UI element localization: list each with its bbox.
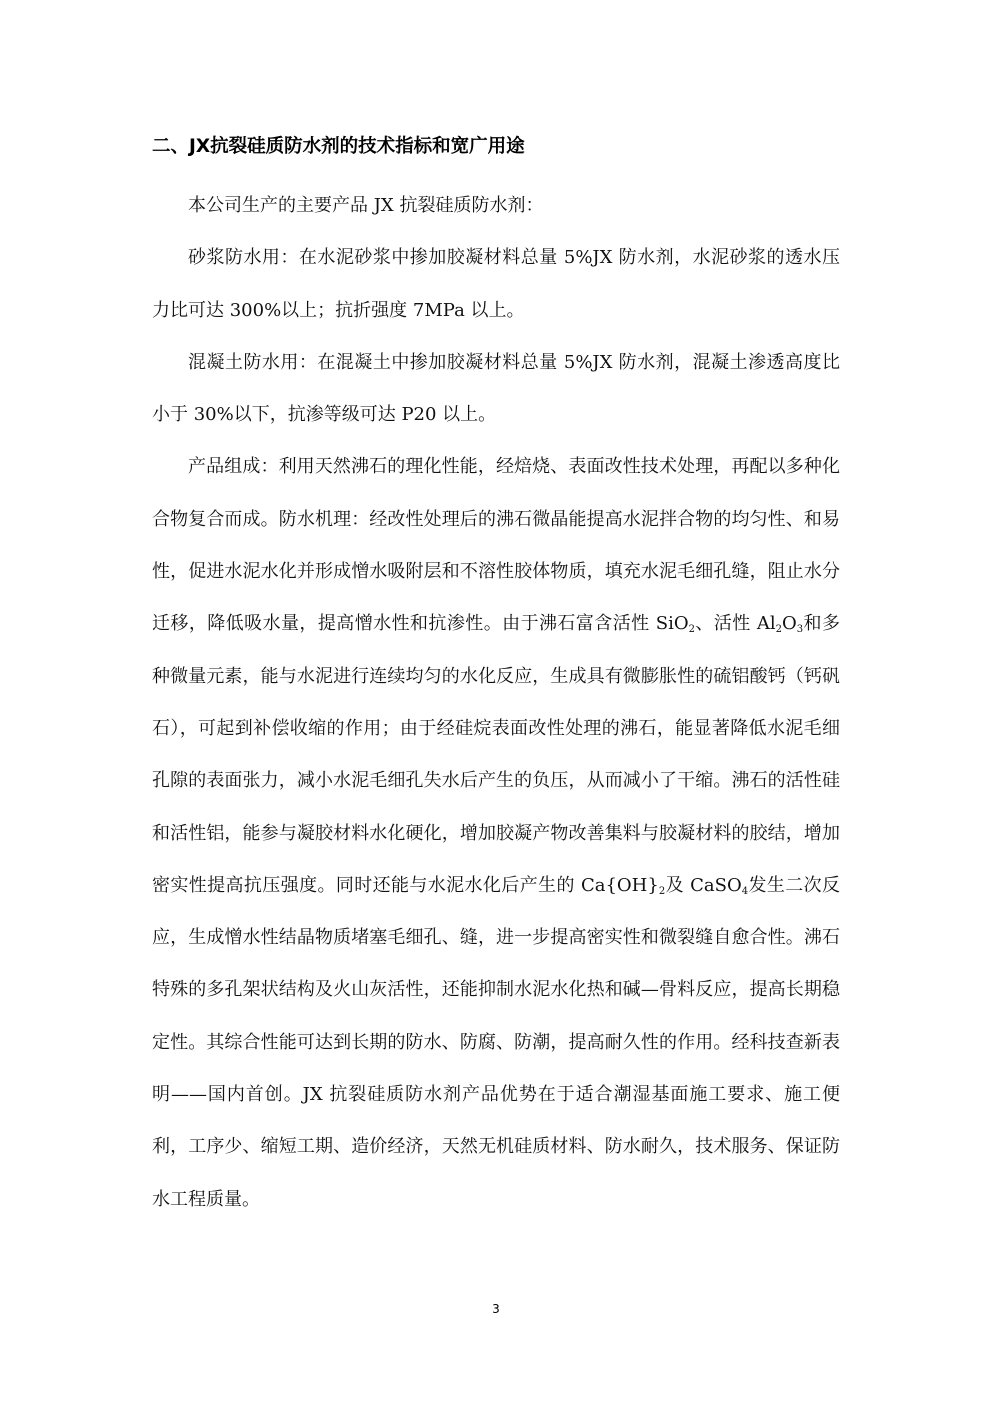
text-run: 和多种微量元素，能与水泥进行连续均匀的水化反应，生成具有微膨胀性的硫铝酸钙（钙矾石），可起到补偿收缩的作用；由于经硅烷表面改性处理的沸石，能显著降低水泥毛细孔隙的表面张力，减小水泥毛细孔失水后产生的负压，从而减小了干缩。沸石的活性硅和活性铝，能参与凝胶材料水化硬化，增加胶凝产物改善集料与胶凝材料的胶结，增加密实性提高抗压强度。同时还能与水泥水化后产生的 [152, 613, 840, 896]
page-number: 3 [492, 1302, 500, 1316]
formula-caoh2: $Ca\{OH\}_2$ [580, 874, 666, 897]
document-body [152, 180, 840, 1226]
text-run: 及 [665, 874, 691, 896]
composition-paragraph [152, 441, 840, 1225]
section-heading: 二、JX抗裂硅质防水剂的技术指标和宽广用途 [152, 136, 525, 157]
mortar-paragraph: 砂浆防水用：在水泥砂浆中掺加胶凝材料总量 5%JX 防水剂，水泥砂浆的透水压力比可达 300%以上；抗折强度 7MPa 以上。 [152, 247, 840, 321]
text-run: 、活性 [694, 613, 757, 635]
concrete-paragraph: 混凝土防水用：在混凝土中掺加胶凝材料总量 5%JX 防水剂，混凝土渗透高度比小于 30%以下，抗渗等级可达 P20 以上。 [152, 351, 840, 426]
formula-al2o3: $Al_2O_3$ [756, 613, 804, 636]
text-run: 发生二次反应，生成憎水性结晶物质堵塞毛细孔、缝，进一步提高密实性和微裂缝自愈合性。沸石特殊的多孔架状结构及火山灰活性，还能抑制水泥水化热和碱—骨料反应，提高长期稳定性。其综合性能可达到长期的防水、防腐、防潮，提高耐久性的作用。经科技查新表明——国内首创。JX 抗裂硅质防水剂产品优势在于适合潮湿基面施工要求、施工便利，工序少、缩短工期、造价经济，天然无机硅质材料、防水耐久，技术服务、保证防水工程质量。 [152, 874, 841, 1210]
intro-paragraph: 本公司生产的主要产品 JX 抗裂硅质防水剂： [188, 195, 544, 216]
formula-sio2: SiO$_2$ [655, 613, 695, 636]
formula-caso4: CaSO$_4$ [690, 874, 749, 897]
text-run: 产品组成：利用天然沸石的理化性能，经焙烧、表面改性技术处理，再配以多种化合物复合而成。防水机理：经改性处理后的沸石微晶能提高水泥拌合物的均匀性、和易性，促进水泥水化并形成憎水吸附层和不溶性胶体物质，填充水泥毛细孔缝，阻止水分迁移，降低吸水量，提高憎水性和抗渗性。由于沸石富含活性 [152, 456, 840, 635]
